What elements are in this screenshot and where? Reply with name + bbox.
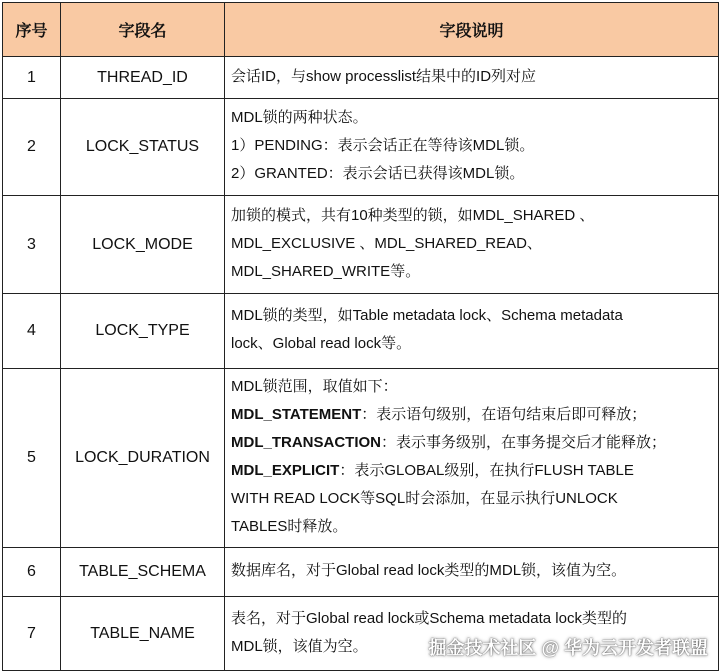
- header-field-desc: 字段说明: [225, 3, 719, 57]
- field-name: TABLE_SCHEMA: [61, 548, 225, 597]
- description-text: MDL锁的两种状态。: [231, 109, 368, 126]
- description-line: [231, 330, 712, 358]
- description-text: 1）PENDING：表示会话正在等待该MDL锁。: [231, 137, 535, 154]
- header-field-name: 字段名: [61, 3, 225, 57]
- row-number: 5: [3, 369, 61, 548]
- field-name: LOCK_MODE: [61, 196, 225, 294]
- field-name: TABLE_NAME: [61, 597, 225, 671]
- description-text: MDL锁的类型，如Table metadata lock、Schema metadata: [231, 307, 623, 324]
- field-description: [225, 369, 719, 548]
- description-text: 数据库名，对于Global read lock类型的MDL锁，该值为空。: [231, 562, 627, 579]
- description-text: 会话ID，与show processlist结果中的ID列对应: [231, 67, 537, 85]
- description-text: lock、Global read lock等。: [231, 335, 412, 352]
- duration-keyword: MDL_STATEMENT: [231, 406, 362, 423]
- description-line: [231, 104, 712, 132]
- field-name: THREAD_ID: [61, 57, 225, 99]
- description-text: TABLES时释放。: [231, 518, 348, 535]
- field-name: LOCK_STATUS: [61, 99, 225, 196]
- table-row: [3, 548, 719, 597]
- description-line: [231, 202, 712, 230]
- field-description: [225, 196, 719, 294]
- mdl-lock-fields-table: [2, 2, 719, 671]
- table-row: [3, 99, 719, 196]
- description-line: [231, 302, 712, 330]
- description-line: [231, 63, 712, 91]
- description-line: [231, 160, 712, 188]
- description-text: MDL_SHARED_WRITE等。: [231, 262, 421, 280]
- row-number: 2: [3, 99, 61, 196]
- row-number: 3: [3, 196, 61, 294]
- description-text: ：表示GLOBAL级别，在执行FLUSH TABLE: [339, 462, 634, 479]
- table-row: [3, 369, 719, 548]
- description-line: [231, 230, 712, 258]
- table-row: [3, 57, 719, 99]
- description-text: MDL锁，该值为空。: [231, 637, 368, 655]
- watermark: 掘金技术社区 @ 华为云开发者联盟: [428, 638, 708, 658]
- field-description: [225, 57, 719, 99]
- description-line: [231, 513, 712, 541]
- table-row: [3, 196, 719, 294]
- field-description: [225, 548, 719, 597]
- description-text: 2）GRANTED：表示会话已获得该MDL锁。: [231, 165, 525, 182]
- description-line: [231, 401, 712, 429]
- row-number: 6: [3, 548, 61, 597]
- field-name: LOCK_TYPE: [61, 294, 225, 369]
- description-text: ：表示语句级别，在语句结束后即可释放；: [361, 406, 647, 423]
- header-row: [3, 3, 719, 57]
- description-text: 加锁的模式，共有10种类型的锁，如MDL_SHARED 、: [231, 206, 595, 224]
- description-line: [231, 429, 712, 457]
- duration-keyword: MDL_EXPLICIT: [231, 462, 340, 479]
- row-number: 4: [3, 294, 61, 369]
- field-name: LOCK_DURATION: [61, 369, 225, 548]
- row-number: 1: [3, 57, 61, 99]
- table-row: [3, 294, 719, 369]
- description-text: MDL_EXCLUSIVE 、MDL_SHARED_READ、: [231, 234, 542, 252]
- description-text: WITH READ LOCK等SQL时会添加，在显示执行UNLOCK: [231, 490, 618, 507]
- description-line: [231, 258, 712, 286]
- field-description: [225, 294, 719, 369]
- row-number: 7: [3, 597, 61, 671]
- description-text: 表名，对于Global read lock或Schema metadata lock类型的: [231, 609, 627, 627]
- field-description: [225, 99, 719, 196]
- description-line: [231, 605, 712, 633]
- description-line: [231, 373, 712, 401]
- mdl-lock-fields-table-container: [2, 2, 718, 671]
- description-line: [231, 132, 712, 160]
- description-text: ：表示事务级别，在事务提交后才能释放；: [381, 434, 667, 451]
- description-line: [231, 485, 712, 513]
- duration-keyword: MDL_TRANSACTION: [231, 434, 381, 451]
- header-seq: 序号: [3, 3, 61, 57]
- description-text: MDL锁范围，取值如下：: [231, 378, 398, 395]
- description-line: [231, 557, 712, 585]
- description-line: [231, 457, 712, 485]
